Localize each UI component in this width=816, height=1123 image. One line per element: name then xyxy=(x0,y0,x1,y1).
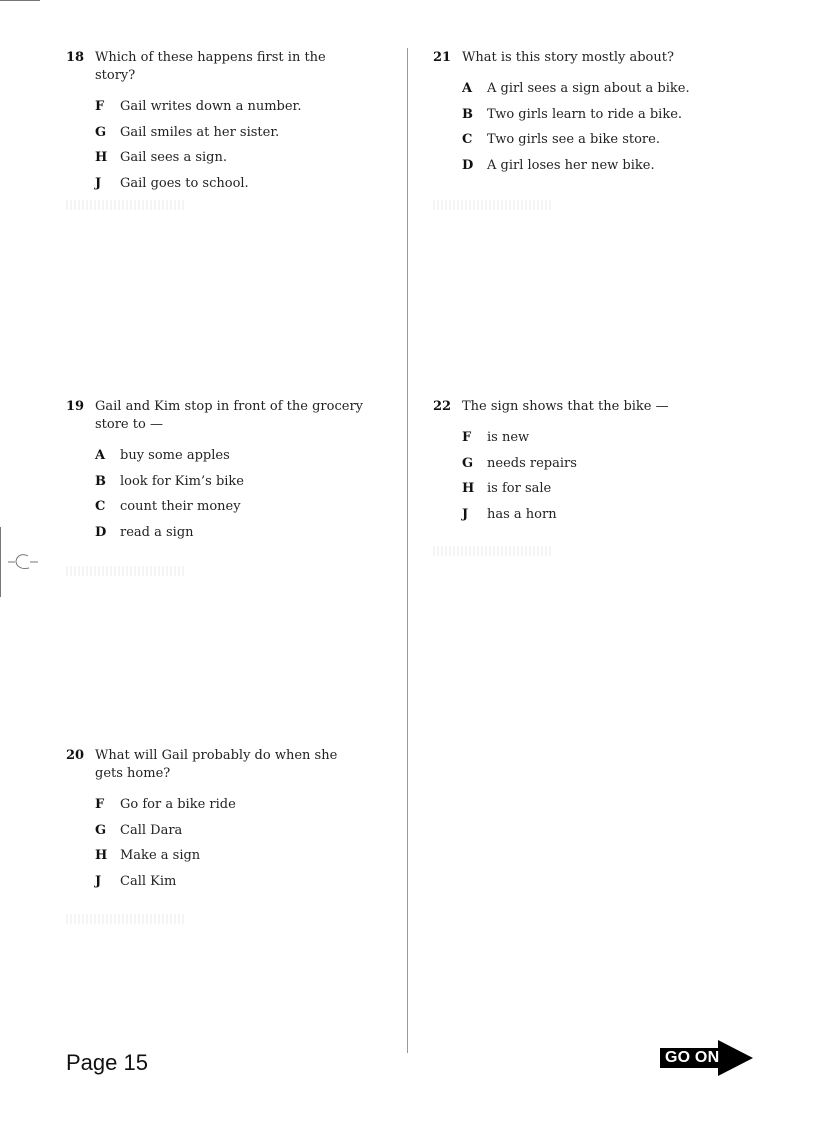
answer-choice[interactable] xyxy=(462,480,733,506)
answer-choice[interactable] xyxy=(95,149,366,175)
column-divider xyxy=(407,48,408,1053)
go-on-label: GO ON xyxy=(665,1049,720,1066)
choice-text: has a horn xyxy=(487,506,557,522)
choice-text: A girl loses her new bike. xyxy=(487,157,655,173)
question-text: Which of these happens first in the story? xyxy=(95,50,326,83)
go-on-arrow xyxy=(660,1040,753,1076)
answer-choice[interactable] xyxy=(95,447,366,473)
choice-letter: G xyxy=(462,455,474,471)
question-18 xyxy=(66,49,366,200)
choice-letter: G xyxy=(95,822,107,838)
answer-choice[interactable] xyxy=(462,455,733,481)
choice-text: Gail goes to school. xyxy=(120,175,249,191)
answer-choice[interactable] xyxy=(95,98,366,124)
choice-text: is for sale xyxy=(487,481,552,496)
choice-text: Gail smiles at her sister. xyxy=(120,124,280,140)
choice-text: look for Kim’s bike xyxy=(120,473,244,489)
question-header xyxy=(433,49,733,67)
question-20 xyxy=(66,747,366,898)
faint-answer-line xyxy=(66,566,186,576)
question-text: The sign shows that the bike — xyxy=(462,399,669,414)
choice-letter: B xyxy=(462,106,473,122)
choice-letter: D xyxy=(95,524,107,540)
choice-text: read a sign xyxy=(120,524,194,540)
faint-answer-line xyxy=(433,546,553,556)
choice-letter: H xyxy=(462,481,475,496)
question-text: Gail and Kim stop in front of the grocery store to — xyxy=(95,399,363,432)
choice-text: buy some apples xyxy=(120,448,230,463)
answer-choice[interactable] xyxy=(95,873,366,899)
answer-choice[interactable] xyxy=(95,175,366,201)
choice-letter: G xyxy=(95,124,107,140)
question-header xyxy=(66,747,366,783)
question-19 xyxy=(66,398,366,549)
choice-text: Make a sign xyxy=(120,848,201,863)
answer-choices xyxy=(95,796,366,898)
choice-text: is new xyxy=(487,430,530,445)
choice-text: Go for a bike ride xyxy=(120,797,236,812)
answer-choice[interactable] xyxy=(462,106,733,132)
faint-answer-line xyxy=(433,200,553,210)
answer-choice[interactable] xyxy=(95,822,366,848)
question-number: 20 xyxy=(66,748,85,763)
question-number: 19 xyxy=(66,399,85,414)
question-header xyxy=(66,398,366,434)
page-number: Page 15 xyxy=(66,1050,148,1075)
answer-choices xyxy=(95,447,366,549)
choice-text: Two girls learn to ride a bike. xyxy=(487,106,683,122)
choice-text: Two girls see a bike store. xyxy=(487,132,660,147)
choice-text: needs repairs xyxy=(487,455,577,471)
question-21 xyxy=(433,49,733,182)
binding-hole-icon xyxy=(8,553,38,571)
corner-crop-mark xyxy=(0,0,40,1)
question-22 xyxy=(433,398,733,531)
choice-letter: H xyxy=(95,150,108,165)
choice-letter: A xyxy=(462,81,473,96)
question-text: What is this story mostly about? xyxy=(462,50,674,65)
choice-text: Call Dara xyxy=(120,822,183,838)
choice-letter: H xyxy=(95,848,108,863)
choice-letter: F xyxy=(95,797,105,812)
choice-text: Call Kim xyxy=(120,873,177,889)
faint-answer-line xyxy=(66,200,186,210)
answer-choice[interactable] xyxy=(95,847,366,873)
choice-letter: J xyxy=(95,873,102,889)
choice-text: count their money xyxy=(120,499,241,514)
question-header xyxy=(433,398,733,416)
question-header xyxy=(66,49,366,85)
choice-letter: J xyxy=(95,175,102,191)
answer-choice[interactable] xyxy=(95,524,366,550)
choice-letter: A xyxy=(95,448,106,463)
question-number: 22 xyxy=(433,399,452,414)
choice-letter: F xyxy=(462,430,472,445)
choice-letter: C xyxy=(95,499,106,514)
choice-text: A girl sees a sign about a bike. xyxy=(487,81,690,96)
choice-letter: J xyxy=(462,506,469,522)
answer-choice[interactable] xyxy=(95,473,366,499)
answer-choice[interactable] xyxy=(95,796,366,822)
answer-choice[interactable] xyxy=(462,429,733,455)
answer-choice[interactable] xyxy=(95,124,366,150)
question-number: 18 xyxy=(66,50,85,65)
answer-choice[interactable] xyxy=(462,80,733,106)
question-text: What will Gail probably do when she gets home? xyxy=(95,748,338,781)
choice-text: Gail writes down a number. xyxy=(120,99,302,114)
choice-letter: B xyxy=(95,473,106,489)
answer-choices xyxy=(95,98,366,200)
choice-letter: F xyxy=(95,99,105,114)
choice-text: Gail sees a sign. xyxy=(120,150,227,165)
answer-choice[interactable] xyxy=(462,506,733,532)
choice-letter: D xyxy=(462,157,474,173)
answer-choices xyxy=(462,80,733,182)
answer-choice[interactable] xyxy=(462,131,733,157)
left-margin-rule xyxy=(0,527,1,597)
faint-answer-line xyxy=(66,914,186,924)
answer-choices xyxy=(462,429,733,531)
choice-letter: C xyxy=(462,132,473,147)
answer-choice[interactable] xyxy=(462,157,733,183)
question-number: 21 xyxy=(433,50,452,65)
answer-choice[interactable] xyxy=(95,498,366,524)
